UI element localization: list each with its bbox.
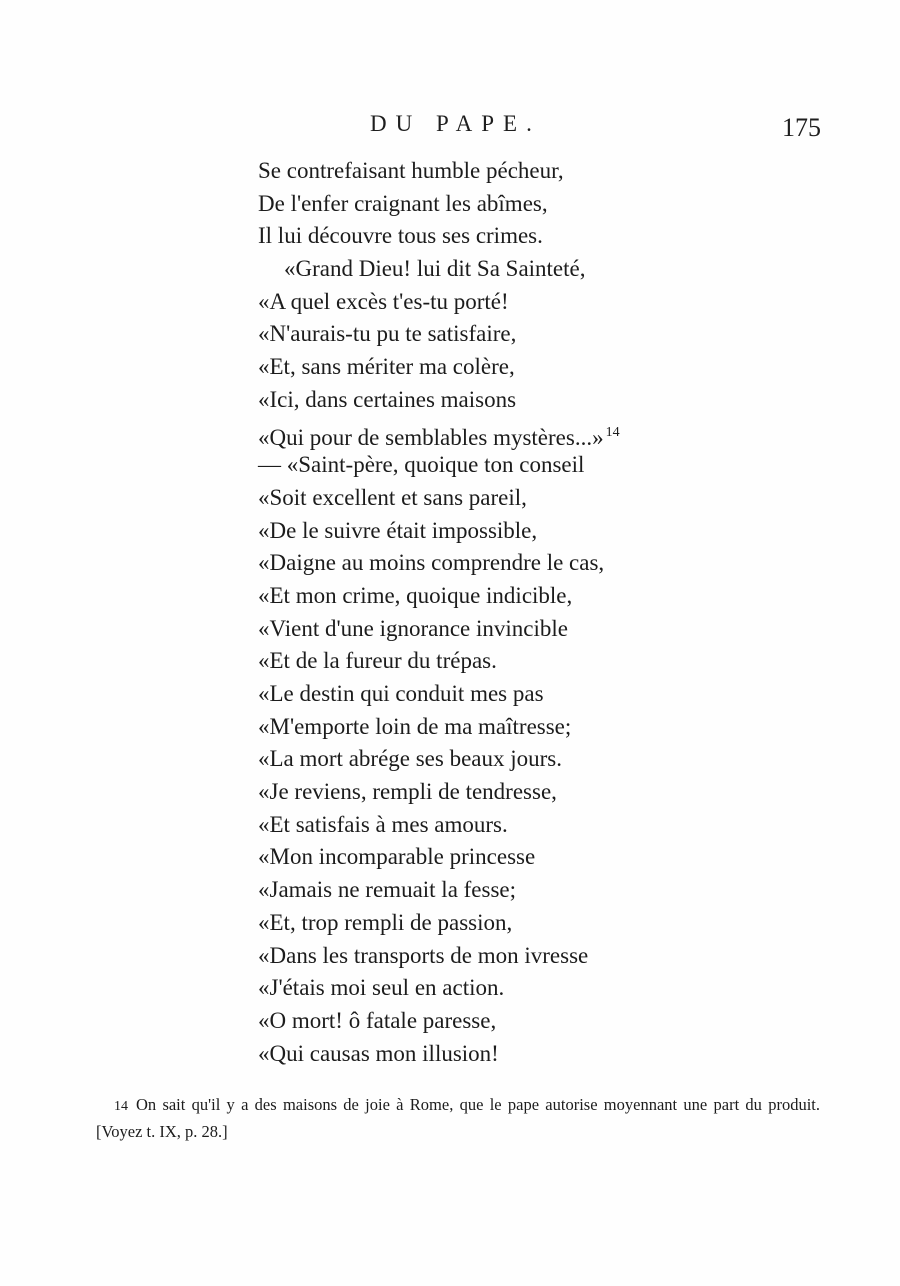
footnote [96,1092,820,1144]
verse-line: «Soit excellent et sans pareil, [258,484,527,510]
verse-line: De l'enfer craignant les abîmes, [258,190,548,216]
verse-line: «A quel excès t'es-tu porté! [258,288,509,314]
footnote-reference: 14 [605,424,620,440]
verse-line: «Le destin qui conduit mes pas [258,681,544,706]
verse-line-with-note [258,417,818,450]
verse-line: «Daigne au moins comprendre le cas, [258,550,605,576]
verse-block [258,155,818,1070]
verse-line: «Grand Dieu! lui dit Sa Sainteté, [284,256,586,282]
verse-line: — «Saint-père, quoique ton conseil [258,452,585,478]
running-head [0,111,900,141]
verse-line: «O mort! ô fatale paresse, [258,1007,497,1033]
verse-line: «Dans les transports de mon ivresse [258,942,589,968]
verse-line: «Ici, dans certaines maisons [258,386,517,412]
verse-line: «Et satisfais à mes amours. [258,811,508,837]
footnote-text: On sait qu'il y a des maisons de joie à Rome, que le pape autorise moyennant une part du produit. [Voyez t. IX, p. 28.] [96,1095,820,1141]
verse-line: «De le suivre était impossible, [258,517,538,543]
verse-line: «Et, trop rempli de passion, [258,909,513,935]
verse-line: «Mon incomparable princesse [258,844,536,870]
verse-line: «Et de la fureur du trépas. [258,648,497,674]
verse-line-text: «Qui pour de semblables mystères...» [258,424,604,450]
verse-line: «Vient d'une ignorance invincible [258,615,568,641]
verse-line: «Je reviens, rempli de tendresse, [258,779,557,805]
page-number: 175 [782,113,821,142]
verse-line: «J'étais moi seul en action. [258,975,505,1001]
verse-line: «N'aurais-tu pu te satisfaire, [258,321,517,347]
verse-line: Se contrefaisant humble pécheur, [258,158,564,183]
running-title: DU PAPE. [370,111,541,136]
verse-line: «Et mon crime, quoique indicible, [258,582,573,608]
verse-line: «Qui causas mon illusion! [258,1040,499,1066]
verse-line: «Et, sans mériter ma colère, [258,354,515,380]
footnote-number: 14 [114,1099,128,1114]
verse-line: «La mort abrége ses beaux jours. [258,746,563,772]
verse-line: «M'emporte loin de ma maîtresse; [258,713,572,739]
verse-line: «Jamais ne remuait la fesse; [258,877,517,903]
verse-line: Il lui découvre tous ses crimes. [258,223,543,249]
